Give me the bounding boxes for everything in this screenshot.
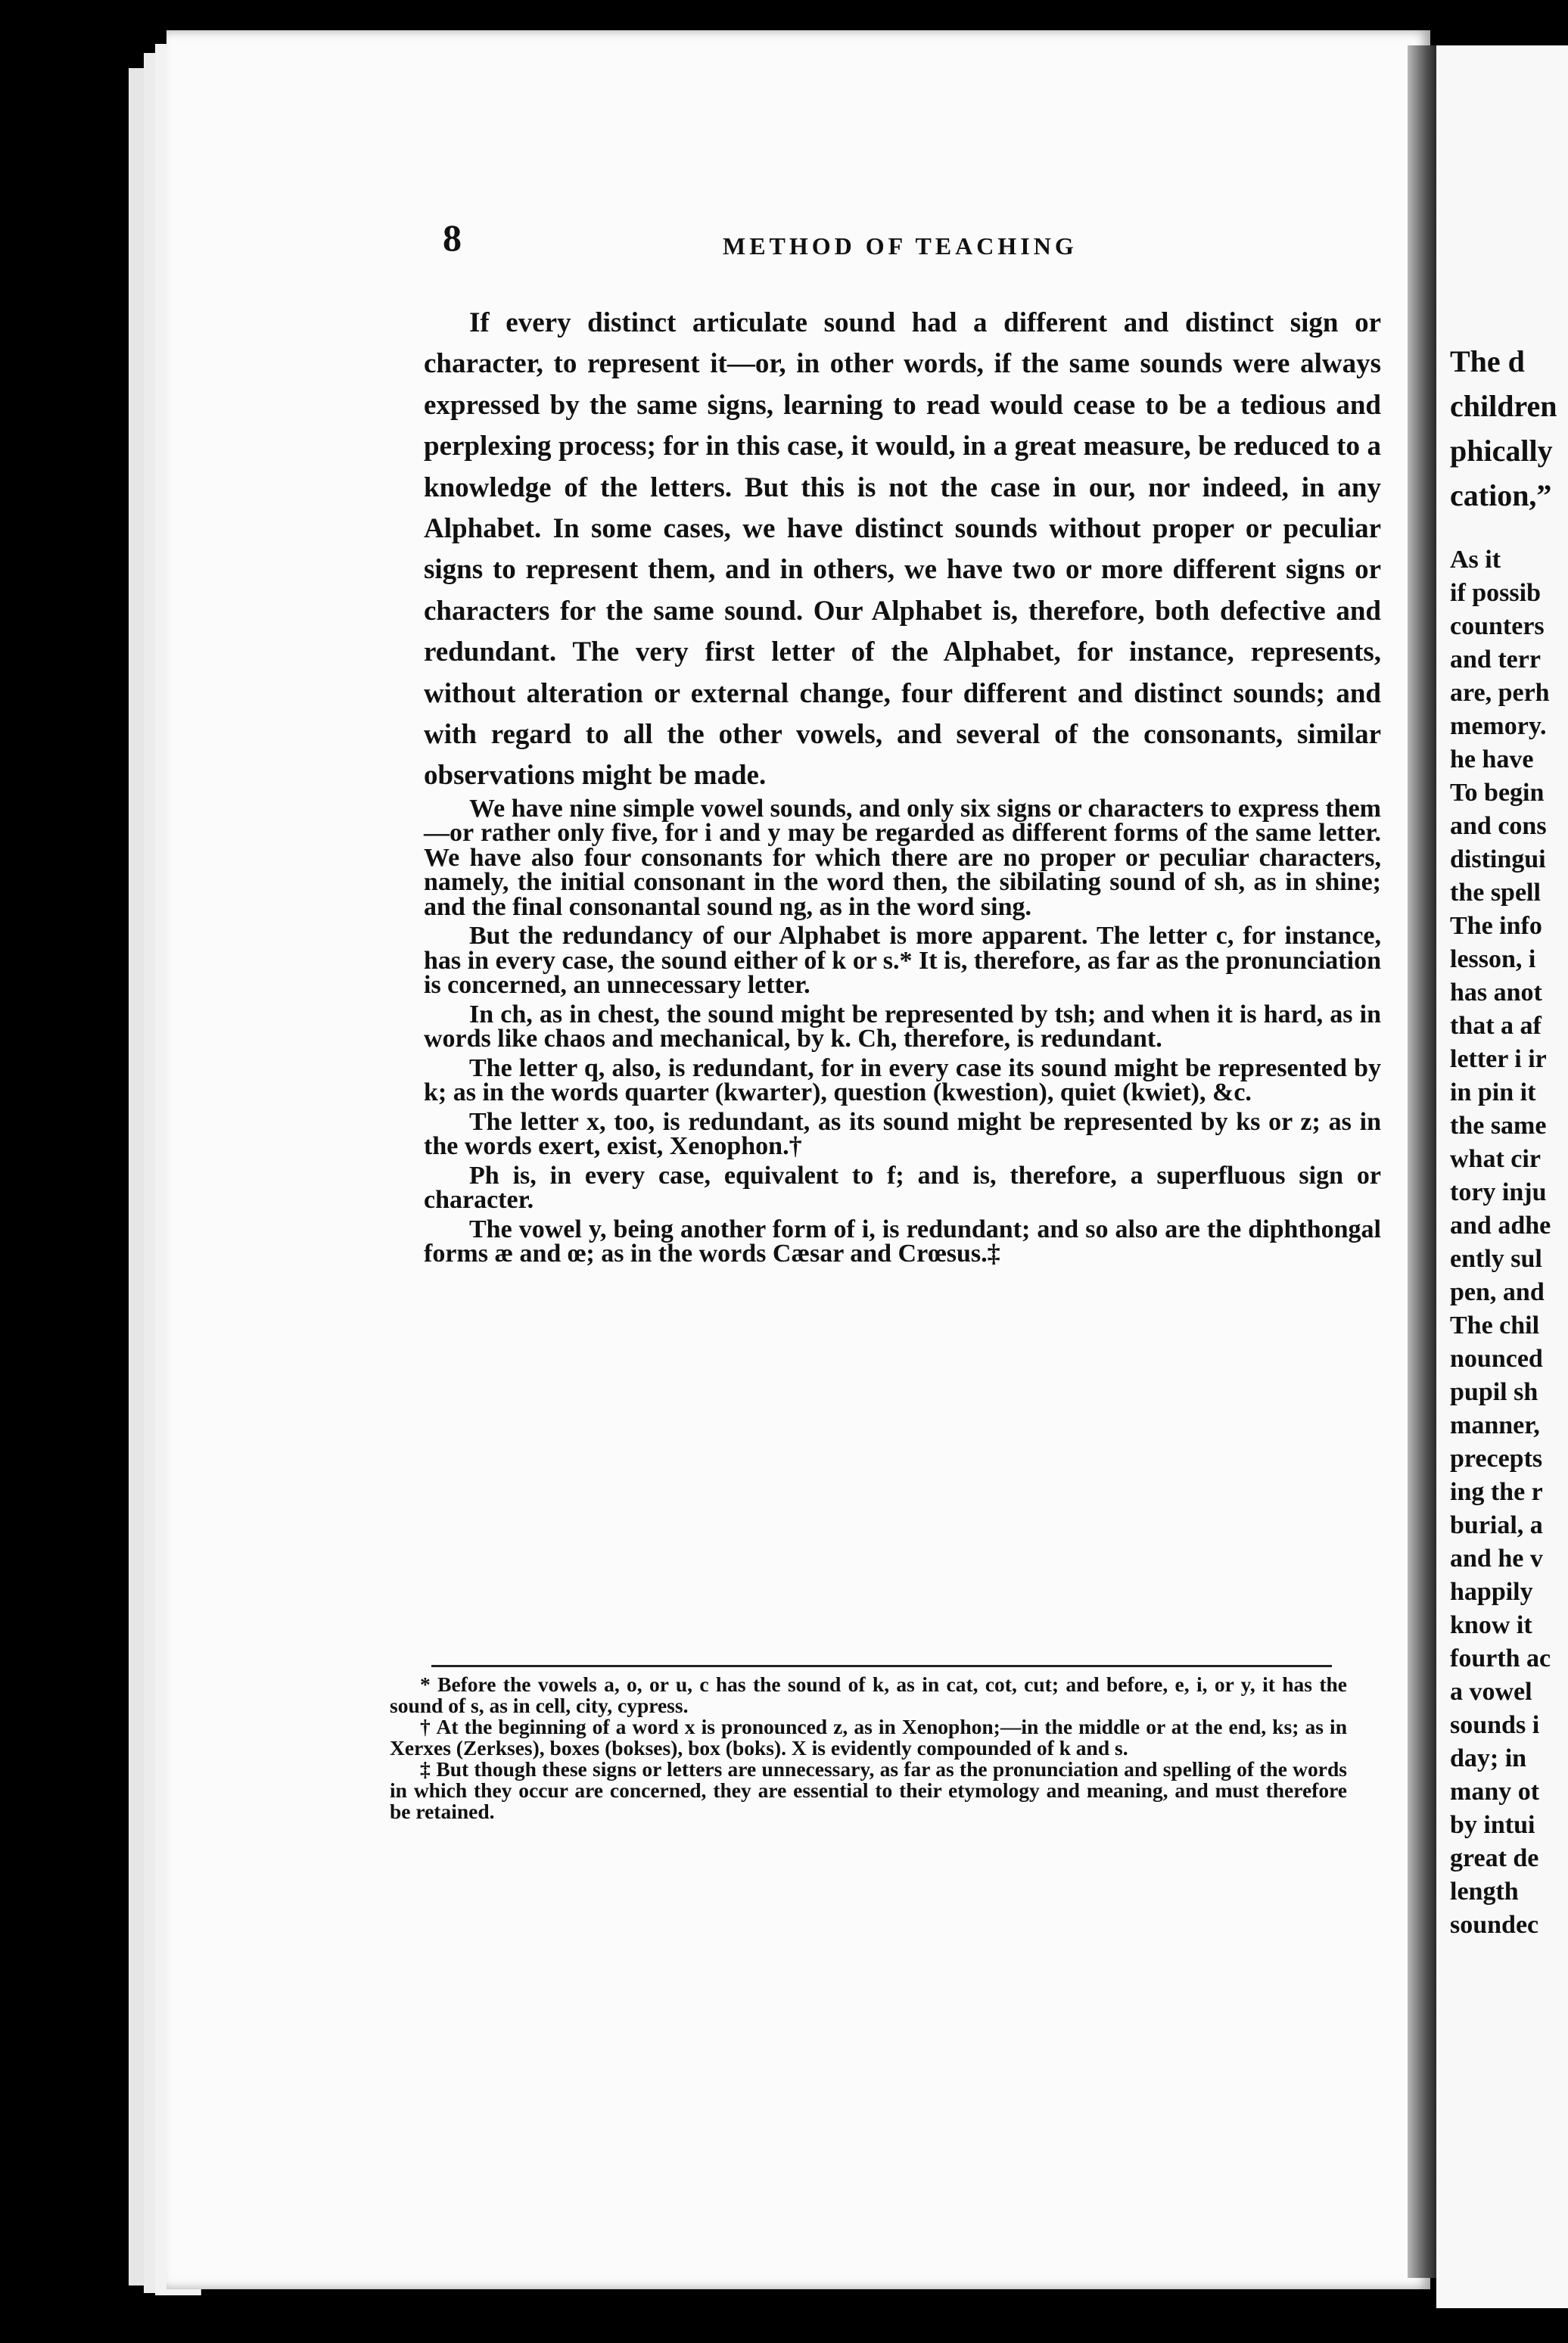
paragraph: In ch, as in chest, the sound might be represented by tsh; and when it is hard, as in words like chaos and mechanical, by k. Ch, therefore, is redundant.	[424, 1000, 1381, 1053]
facing-page-line: manner,	[1450, 1411, 1540, 1439]
page-title: METHOD OF TEACHING	[723, 232, 1078, 260]
facing-page-line: phically	[1450, 434, 1553, 468]
facing-page-lines	[1436, 543, 1551, 1942]
facing-page-line: To begin	[1450, 779, 1545, 807]
facing-page-line: tory inju	[1450, 1178, 1547, 1206]
facing-page-line: if possib	[1450, 579, 1541, 607]
facing-page-line: and cons	[1450, 812, 1547, 840]
facing-page-line: day; in	[1450, 1744, 1527, 1772]
facing-page-line: The chil	[1450, 1312, 1540, 1340]
paragraph: Ph is, in every case, equivalent to f; and is, therefore, a superfluous sign or character.	[424, 1161, 1381, 1215]
footnote: † At the beginning of a word x is pronounced z, as in Xenophon;—in the middle or at the end, ks; as in Xerxes (Zerkses), boxes (bokses), box (boks). X is evidently compounded of k and s.	[390, 1715, 1347, 1760]
facing-page-line: length	[1450, 1878, 1519, 1906]
footnote-rule	[431, 1665, 1332, 1667]
facing-page-line: letter i ir	[1450, 1045, 1547, 1073]
facing-page-line: by intui	[1450, 1811, 1535, 1839]
facing-page-line: and adhe	[1450, 1212, 1551, 1240]
facing-page-line: distingui	[1450, 845, 1546, 873]
footnote: * Before the vowels a, o, or u, c has the sound of k, as in cat, cot, cut; and before, e, i, or y, it has the sound of s, as in cell, city, cypress.	[390, 1672, 1347, 1717]
book-gutter	[1408, 45, 1438, 2278]
facing-page-line: burial, a	[1450, 1511, 1543, 1539]
paragraph: The vowel y, being another form of i, is redundant; and so also are the diphthongal forms æ and œ; as in the words Cæsar and Crœsus.‡	[424, 1215, 1381, 1268]
facing-page-line: are, perh	[1450, 679, 1550, 707]
paragraph: The letter q, also, is redundant, for in every case its sound might be represented by k; as in the words quarter (kwarter), question (kwestion), quiet (kwiet), &c.	[424, 1053, 1381, 1107]
paragraph: But the redundancy of our Alphabet is more apparent. The letter c, for instance, has in every case, the sound either of k or s.* It is, therefore, as far as the pronunciation is concerned, an unnecessary letter.	[424, 922, 1381, 1000]
facing-page-line: soundec	[1450, 1911, 1539, 1939]
facing-page-line: counters	[1450, 612, 1545, 640]
facing-page-line: ently sul	[1450, 1245, 1542, 1273]
facing-page-line: what cir	[1450, 1145, 1541, 1173]
facing-page	[1436, 45, 1568, 2308]
facing-page-line: The d	[1450, 344, 1525, 378]
facing-page-line: many ot	[1450, 1778, 1540, 1806]
paragraph: We have nine simple vowel sounds, and only six signs or characters to express them—or rather only five, for i and y may be regarded as different forms of the same letter. We have also four consonants for which there are no proper or peculiar characters, namely, the initial consonant in the word then, the sibilating sound of sh, as in shine; and the final consonantal sound ng, as in the word sing.	[424, 794, 1381, 921]
facing-page-line: sounds i	[1450, 1711, 1540, 1739]
facing-page-line: happily	[1450, 1578, 1533, 1606]
facing-page-line: a vowel	[1450, 1678, 1532, 1706]
facing-page-line: the same	[1450, 1112, 1547, 1140]
running-head	[443, 216, 1275, 269]
facing-page-line: and terr	[1450, 646, 1541, 674]
facing-page-line: As it	[1450, 546, 1501, 574]
footnotes	[390, 1674, 1347, 1822]
facing-page-line: and he v	[1450, 1545, 1543, 1573]
facing-page-line: ing the r	[1450, 1478, 1543, 1506]
facing-page-line: cation,”	[1450, 478, 1552, 512]
facing-page-line: has anot	[1450, 979, 1542, 1007]
facing-page-line: the spell	[1450, 879, 1541, 907]
facing-page-line: memory.	[1450, 712, 1547, 740]
facing-page-line: pupil sh	[1450, 1378, 1538, 1406]
facing-page-line: pen, and	[1450, 1278, 1545, 1306]
page-number: 8	[443, 216, 462, 259]
facing-page-line: great de	[1450, 1844, 1539, 1872]
facing-page-line: The info	[1450, 912, 1542, 940]
facing-page-line: he have	[1450, 745, 1534, 773]
paragraph: If every distinct articulate sound had a different and distinct sign or character, to represent it—or, in other words, if the same sounds were always expressed by the same signs, learning to read would cease to be a tedious and perplexing process; for in this case, it would, in a great measure, be reduced to a knowledge of the letters. But this is not the case in our, nor indeed, in any Alphabet. In some cases, we have distinct sounds without proper or peculiar signs to represent them, and in others, we have two or more different signs or characters for the same sound. Our Alphabet is, therefore, both defective and redundant. The very first letter of the Alphabet, for instance, represents, without alteration or external change, four different and distinct sounds; and with regard to all the other vowels, and several of the consonants, similar observations might be made.	[424, 307, 1381, 792]
facing-page-line: in pin it	[1450, 1078, 1536, 1106]
facing-page-line: lesson, i	[1450, 945, 1536, 973]
paragraph: The letter x, too, is redundant, as its sound might be represented by ks or z; as in the words exert, exist, Xenophon.†	[424, 1107, 1381, 1161]
facing-page-line: precepts	[1450, 1445, 1543, 1473]
facing-page-top-lines	[1436, 339, 1557, 518]
facing-page-line: that a af	[1450, 1012, 1542, 1040]
facing-page-line: know it	[1450, 1611, 1532, 1639]
body-text	[424, 303, 1381, 1267]
footnote: ‡ But though these signs or letters are unnecessary, as far as the pronunciation and spelling of the words in which they occur are concerned, they are essential to their etymology and meaning, and must therefore be retained.	[390, 1757, 1347, 1823]
facing-page-line: nounced	[1450, 1345, 1543, 1373]
facing-page-line: fourth ac	[1450, 1644, 1551, 1672]
facing-page-line: children	[1450, 389, 1557, 423]
